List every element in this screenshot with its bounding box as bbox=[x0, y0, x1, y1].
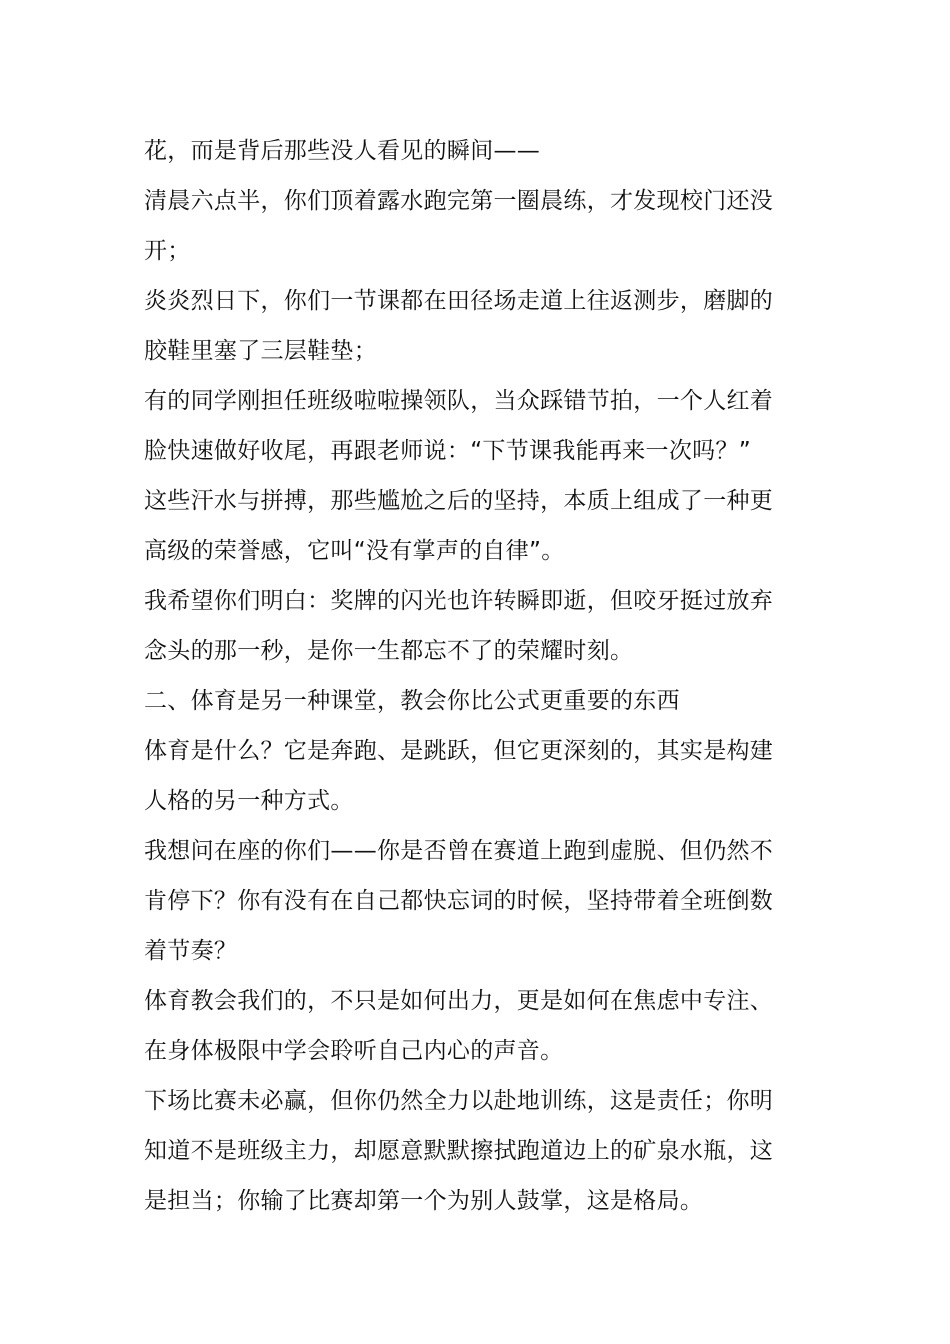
section-heading: 二、体育是另一种课堂，教会你比公式更重要的东西 bbox=[144, 688, 680, 714]
text-line: 肯停下？你有没有在自己都快忘词的时候，坚持带着全班倒数 bbox=[144, 888, 774, 914]
text-line: 这些汗水与拼搏，那些尴尬之后的坚持，本质上组成了一种更 bbox=[144, 488, 774, 514]
text-line: 开； bbox=[144, 238, 191, 264]
text-line: 我希望你们明白：奖牌的闪光也许转瞬即逝，但咬牙挺过放弃 bbox=[144, 588, 774, 614]
text-line: 清晨六点半，你们顶着露水跑完第一圈晨练，才发现校门还没 bbox=[144, 188, 774, 214]
text-line: 有的同学刚担任班级啦啦操领队，当众踩错节拍，一个人红着 bbox=[144, 388, 774, 414]
text-line: 花，而是背后那些没人看见的瞬间—— bbox=[144, 138, 541, 164]
text-line: 炎炎烈日下，你们一节课都在田径场走道上往返测步，磨脚的 bbox=[144, 288, 774, 314]
text-line: 胶鞋里塞了三层鞋垫； bbox=[144, 338, 377, 364]
text-line: 在身体极限中学会聆听自己内心的声音。 bbox=[144, 1038, 564, 1064]
text-line: 我想问在座的你们——你是否曾在赛道上跑到虚脱、但仍然不 bbox=[144, 838, 774, 864]
text-line: 高级的荣誉感，它叫“没有掌声的自律”。 bbox=[144, 538, 565, 564]
text-line: 念头的那一秒，是你一生都忘不了的荣耀时刻。 bbox=[144, 638, 634, 664]
text-line: 体育是什么？它是奔跑、是跳跃，但它更深刻的，其实是构建 bbox=[144, 738, 774, 764]
text-line: 着节奏？ bbox=[144, 938, 238, 964]
text-line: 人格的另一种方式。 bbox=[144, 788, 354, 814]
text-line: 体育教会我们的，不只是如何出力，更是如何在焦虑中专注、 bbox=[144, 988, 774, 1014]
text-line: 知道不是班级主力，却愿意默默擦拭跑道边上的矿泉水瓶，这 bbox=[144, 1138, 774, 1164]
text-line: 脸快速做好收尾，再跟老师说：“下节课我能再来一次吗？” bbox=[144, 438, 751, 464]
document-body bbox=[144, 126, 816, 1226]
text-line: 下场比赛未必赢，但你仍然全力以赴地训练，这是责任；你明 bbox=[144, 1088, 774, 1114]
text-line: 是担当；你输了比赛却第一个为别人鼓掌，这是格局。 bbox=[144, 1188, 704, 1214]
